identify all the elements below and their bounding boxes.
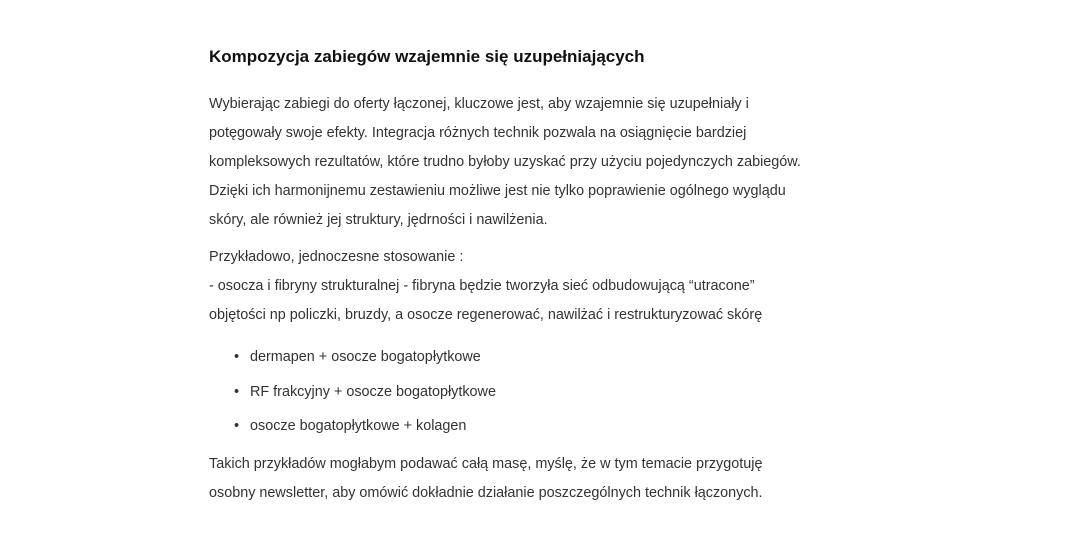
list-item-text: osocze bogatopłytkowe + kolagen bbox=[250, 418, 467, 434]
combination-list bbox=[209, 340, 809, 444]
section-heading: Kompozycja zabiegów wzajemnie się uzupełniających bbox=[209, 47, 645, 66]
list-item bbox=[234, 409, 809, 444]
example-intro: Przykładowo, jednoczesne stosowanie : bbox=[209, 249, 464, 265]
closing-paragraph: Takich przykładów mogłabym podawać całą masę, myślę, że w tym temacie przygotuję osobny newsletter, aby omówić dokładnie działanie poszczególnych technik łączonych. bbox=[209, 455, 763, 501]
list-item-text: dermapen + osocze bogatopłytkowe bbox=[250, 349, 481, 365]
list-item-text: RF frakcyjny + osocze bogatopłytkowe bbox=[250, 383, 496, 400]
bullet-icon: • bbox=[234, 418, 240, 434]
bullet-icon: • bbox=[234, 349, 240, 365]
example-detail: - osocza i fibryny strukturalnej - fibryna będzie tworzyła sieć odbudowującą “utracone” objętości np policzki, bruzdy, a osocze regenerować, nawilżać i restrukturyzować skórę bbox=[209, 278, 763, 323]
intro-paragraph: Wybierając zabiegi do oferty łączonej, kluczowe jest, aby wzajemnie się uzupełniały i potęgowały swoje efekty. Integracja różnych technik pozwala na osiągnięcie bardziej kompleksowych rezultatów, które trudno byłoby uzyskać przy użyciu pojedynczych zabiegów. Dzięki ich harmonijnemu zestawieniu możliwe jest nie tylko poprawienie ogólnego wyglądu skóry, ale również jej struktury, jędrności i nawilżenia. bbox=[209, 96, 801, 228]
list-item bbox=[234, 340, 809, 375]
list-item bbox=[234, 375, 809, 410]
example-paragraph bbox=[209, 243, 809, 330]
bullet-icon: • bbox=[234, 383, 240, 400]
article bbox=[209, 46, 809, 508]
